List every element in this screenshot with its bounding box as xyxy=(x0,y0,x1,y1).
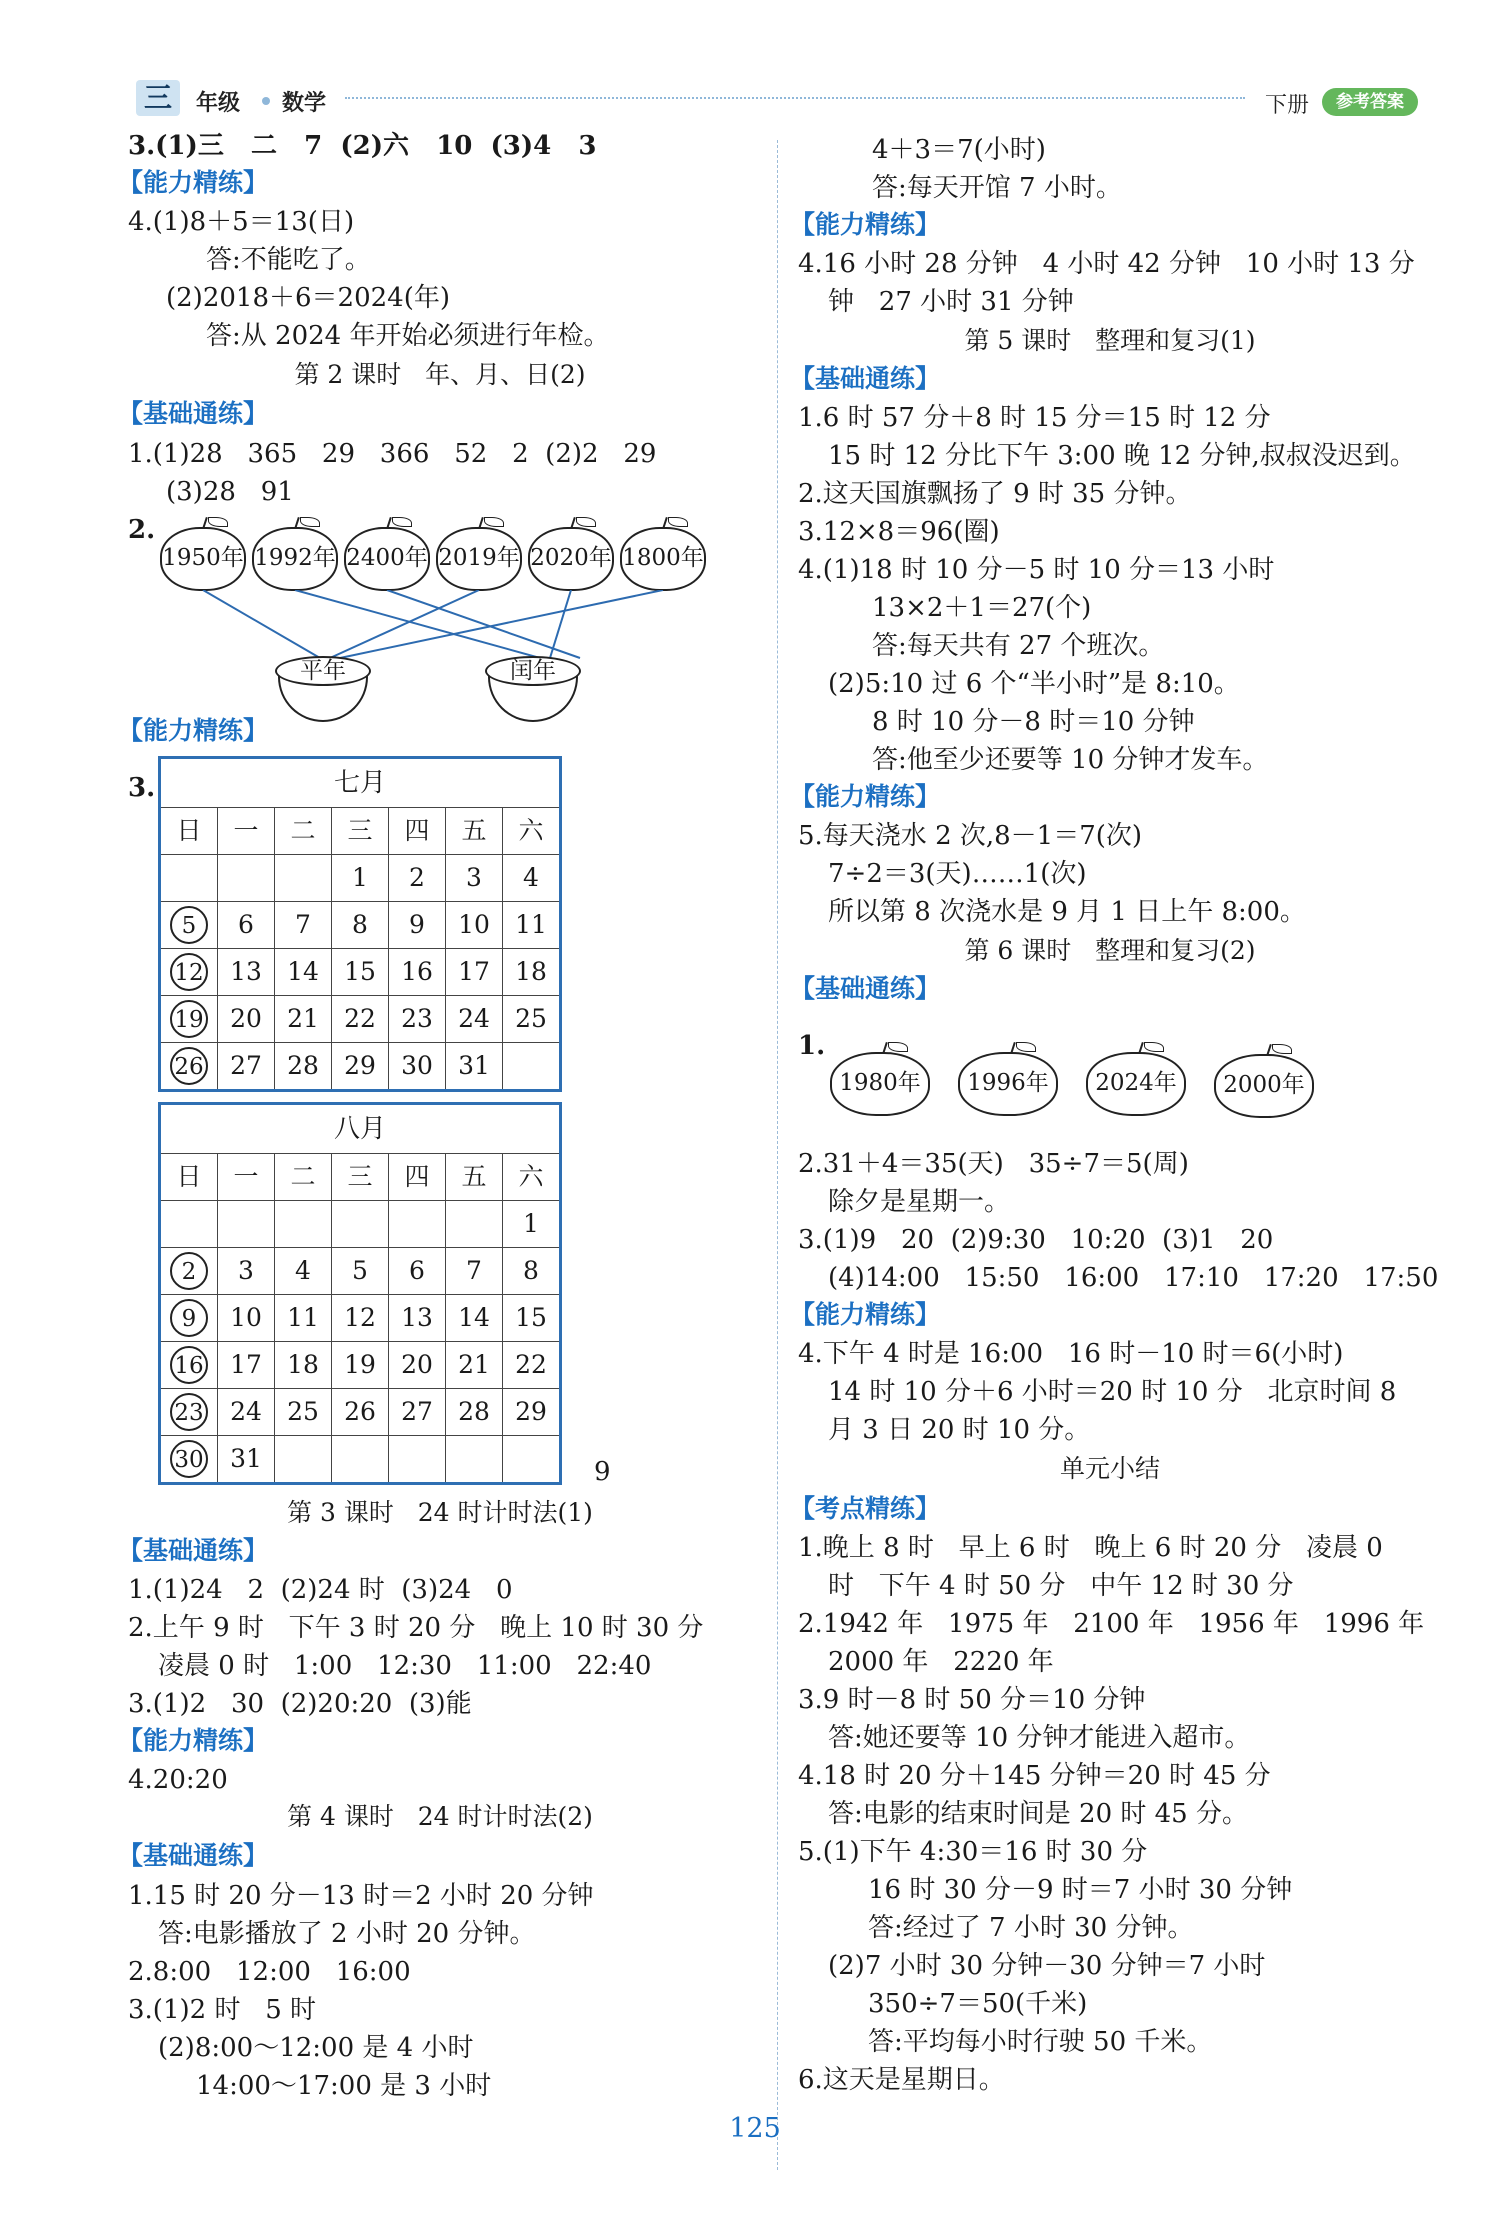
line: 14 时 10 分＋6 小时＝20 时 10 分 北京时间 8 xyxy=(828,1377,1397,1407)
volume-label: 下册 xyxy=(1265,93,1310,118)
weekday-header: 一 xyxy=(218,808,275,855)
day-cell xyxy=(275,855,332,902)
circled-day: 26 xyxy=(170,1047,208,1085)
calendar-title: 七月 xyxy=(160,758,561,808)
line: (3)28 91 xyxy=(166,477,294,507)
weekday-header: 四 xyxy=(389,1154,446,1201)
line: 3.(1)三 二 7 (2)六 10 (3)4 3 xyxy=(128,131,597,161)
day-cell: 15 xyxy=(503,1295,561,1342)
line: 答:平均每小时行驶 50 千米。 xyxy=(868,2027,1213,2057)
apple-leaf xyxy=(484,517,504,527)
day-cell: 1 xyxy=(503,1201,561,1248)
day-cell: 11 xyxy=(503,902,561,949)
day-cell: 18 xyxy=(503,949,561,996)
day-cell xyxy=(446,1436,503,1484)
weekday-header: 四 xyxy=(389,808,446,855)
section-tag: 【考点精练】 xyxy=(790,1494,941,1523)
day-cell: 3 xyxy=(218,1248,275,1295)
day-cell: 14 xyxy=(446,1295,503,1342)
line: 4.(1)18 时 10 分－5 时 10 分＝13 小时 xyxy=(798,555,1275,585)
day-cell: 30 xyxy=(389,1043,446,1091)
line: 1.(1)24 2 (2)24 时 (3)24 0 xyxy=(128,1575,513,1605)
lesson-heading: 第 4 课时 24 时计时法(2) xyxy=(287,1802,593,1831)
day-cell: 14 xyxy=(275,949,332,996)
day-cell: 5 xyxy=(332,1248,389,1295)
year-apple: 2020年 xyxy=(528,527,614,591)
weekday-header: 三 xyxy=(332,1154,389,1201)
section-tag: 【基础通练】 xyxy=(118,1536,269,1565)
line: 答:她还要等 10 分钟才能进入超市。 xyxy=(828,1723,1251,1753)
day-cell xyxy=(503,1436,561,1484)
weekday-header: 六 xyxy=(503,808,561,855)
year-apples xyxy=(160,515,704,595)
bowl-label-common-year: 平年 xyxy=(275,656,371,686)
lesson-heading: 第 3 课时 24 时计时法(1) xyxy=(287,1498,593,1527)
line: 3.(1)9 20 (2)9:30 10:20 (3)1 20 xyxy=(798,1225,1274,1255)
circled-day: 5 xyxy=(170,906,208,944)
calendar-august xyxy=(158,1102,562,1485)
line: 答:电影的结束时间是 20 时 45 分。 xyxy=(828,1799,1248,1829)
grade-number-badge: 三 xyxy=(136,80,180,116)
section-tag: 【基础通练】 xyxy=(118,1841,269,1870)
day-cell xyxy=(160,1043,218,1091)
lesson-heading: 第 2 课时 年、月、日(2) xyxy=(294,360,586,389)
line: (4)14:00 15:50 16:00 17:10 17:20 17:50 xyxy=(828,1263,1439,1293)
day-cell xyxy=(160,1436,218,1484)
bowl-label-leap-year: 闰年 xyxy=(485,656,581,686)
apple-leaf xyxy=(208,517,228,527)
day-cell xyxy=(446,1201,503,1248)
day-cell: 24 xyxy=(218,1389,275,1436)
day-cell: 22 xyxy=(332,996,389,1043)
day-cell: 21 xyxy=(446,1342,503,1389)
line: 2000 年 2220 年 xyxy=(828,1647,1054,1677)
day-cell: 25 xyxy=(275,1389,332,1436)
line: 凌晨 0 时 1:00 12:30 11:00 22:40 xyxy=(158,1651,652,1681)
grade-label: 年级 xyxy=(196,91,241,116)
match-line xyxy=(550,590,571,658)
day-cell: 23 xyxy=(389,996,446,1043)
day-cell: 10 xyxy=(218,1295,275,1342)
circled-day: 9 xyxy=(170,1299,208,1337)
day-cell: 13 xyxy=(218,949,275,996)
year-apple: 2019年 xyxy=(436,527,522,591)
line: 月 3 日 20 时 10 分。 xyxy=(828,1415,1091,1445)
matching-lines xyxy=(160,590,700,660)
line: 答:经过了 7 小时 30 分钟。 xyxy=(868,1913,1194,1943)
day-cell: 6 xyxy=(218,902,275,949)
line: 4.下午 4 时是 16:00 16 时－10 时＝6(小时) xyxy=(798,1339,1344,1369)
line: 1.晚上 8 时 早上 6 时 晚上 6 时 20 分 凌晨 0 xyxy=(798,1533,1383,1563)
day-cell: 27 xyxy=(389,1389,446,1436)
day-cell: 22 xyxy=(503,1342,561,1389)
section-tag: 【能力精练】 xyxy=(790,1300,941,1329)
weekday-header: 二 xyxy=(275,808,332,855)
section-tag: 【基础通练】 xyxy=(790,974,941,1003)
day-cell: 24 xyxy=(446,996,503,1043)
day-cell xyxy=(332,1436,389,1484)
page-number: 125 xyxy=(729,2113,781,2144)
apple-leaf xyxy=(1016,1042,1036,1052)
weekday-header: 日 xyxy=(160,1154,218,1201)
line: 4.(1)8＋5＝13(日) xyxy=(128,207,355,237)
line: 4＋3＝7(小时) xyxy=(872,135,1046,165)
line: 4.18 时 20 分＋145 分钟＝20 时 45 分 xyxy=(798,1761,1271,1791)
weekday-header: 日 xyxy=(160,808,218,855)
day-cell: 3 xyxy=(446,855,503,902)
weekday-header: 五 xyxy=(446,808,503,855)
line: 2.8:00 12:00 16:00 xyxy=(128,1957,411,1987)
calendar-note: 9 xyxy=(594,1457,611,1487)
line: 3.12×8＝96(圈) xyxy=(798,517,1000,547)
line: 8 时 10 分－8 时＝10 分钟 xyxy=(872,707,1195,737)
day-cell: 7 xyxy=(275,902,332,949)
line: (2)7 小时 30 分钟－30 分钟＝7 小时 xyxy=(828,1951,1266,1981)
calendar-july xyxy=(158,756,562,1092)
day-cell: 26 xyxy=(332,1389,389,1436)
line: 1. xyxy=(798,1031,826,1061)
day-cell: 16 xyxy=(389,949,446,996)
apple-leaf xyxy=(576,517,596,527)
line: 答:从 2024 年开始必须进行年检。 xyxy=(206,321,610,351)
header-rule xyxy=(345,97,1245,99)
day-cell xyxy=(275,1436,332,1484)
answer-key-badge: 参考答案 xyxy=(1322,88,1418,116)
apple-leaf xyxy=(300,517,320,527)
day-cell xyxy=(503,1043,561,1091)
weekday-header: 五 xyxy=(446,1154,503,1201)
circled-day: 19 xyxy=(170,1000,208,1038)
circled-day: 23 xyxy=(170,1393,208,1431)
unit-summary-heading: 单元小结 xyxy=(1059,1454,1160,1483)
day-cell xyxy=(160,1389,218,1436)
line: 答:他至少还要等 10 分钟才发车。 xyxy=(872,745,1269,775)
day-cell: 28 xyxy=(446,1389,503,1436)
lesson-heading: 第 6 课时 整理和复习(2) xyxy=(964,936,1256,965)
day-cell xyxy=(332,1201,389,1248)
day-cell: 31 xyxy=(218,1436,275,1484)
line: 6.这天是星期日。 xyxy=(798,2065,1005,2095)
line: 钟 27 小时 31 分钟 xyxy=(828,287,1074,317)
section-tag: 【能力精练】 xyxy=(118,1726,269,1755)
line: (2)2018＋6＝2024(年) xyxy=(166,283,450,313)
weekday-header: 一 xyxy=(218,1154,275,1201)
line: 2.上午 9 时 下午 3 时 20 分 晚上 10 时 30 分 xyxy=(128,1613,704,1643)
day-cell: 19 xyxy=(332,1342,389,1389)
line: 所以第 8 次浇水是 9 月 1 日上午 8:00。 xyxy=(828,897,1306,927)
day-cell: 27 xyxy=(218,1043,275,1091)
day-cell xyxy=(218,1201,275,1248)
match-line xyxy=(203,590,320,658)
line: 1.6 时 57 分＋8 时 15 分＝15 时 12 分 xyxy=(798,403,1271,433)
circled-day: 2 xyxy=(170,1252,208,1290)
day-cell: 31 xyxy=(446,1043,503,1091)
year-apple: 1996年 xyxy=(958,1052,1058,1116)
day-cell: 29 xyxy=(503,1389,561,1436)
column-divider xyxy=(777,140,778,2170)
line: 4.20:20 xyxy=(128,1765,228,1795)
day-cell: 20 xyxy=(218,996,275,1043)
day-cell: 13 xyxy=(389,1295,446,1342)
year-apple: 1950年 xyxy=(160,527,246,591)
line: 3. xyxy=(128,773,156,803)
header-dot xyxy=(262,97,270,105)
line: (2)5:10 过 6 个“半小时”是 8:10。 xyxy=(828,669,1240,699)
day-cell: 1 xyxy=(332,855,389,902)
day-cell: 4 xyxy=(503,855,561,902)
circled-day: 16 xyxy=(170,1346,208,1384)
line: 3.(1)2 时 5 时 xyxy=(128,1995,317,2025)
day-cell: 11 xyxy=(275,1295,332,1342)
section-tag: 【能力精练】 xyxy=(118,716,269,745)
day-cell: 17 xyxy=(218,1342,275,1389)
day-cell: 18 xyxy=(275,1342,332,1389)
apple-leaf xyxy=(1144,1042,1164,1052)
apple-leaf xyxy=(1272,1044,1292,1054)
year-apple: 1800年 xyxy=(620,527,706,591)
year-apples-review xyxy=(830,1040,1430,1120)
day-cell xyxy=(275,1201,332,1248)
day-cell: 4 xyxy=(275,1248,332,1295)
subject-label: 数学 xyxy=(282,91,327,116)
day-cell: 6 xyxy=(389,1248,446,1295)
line: 时 下午 4 时 50 分 中午 12 时 30 分 xyxy=(828,1571,1294,1601)
match-line xyxy=(330,590,479,658)
line: 3.(1)2 30 (2)20:20 (3)能 xyxy=(128,1689,472,1719)
line: 16 时 30 分－9 时＝7 小时 30 分钟 xyxy=(868,1875,1293,1905)
year-apple: 2024年 xyxy=(1086,1052,1186,1116)
circled-day: 12 xyxy=(170,953,208,991)
line: 3.9 时－8 时 50 分＝10 分钟 xyxy=(798,1685,1146,1715)
day-cell: 15 xyxy=(332,949,389,996)
day-cell: 8 xyxy=(332,902,389,949)
line: 13×2＋1＝27(个) xyxy=(872,593,1092,623)
apple-leaf xyxy=(668,517,688,527)
line: 5.(1)下午 4:30＝16 时 30 分 xyxy=(798,1837,1148,1867)
day-cell: 8 xyxy=(503,1248,561,1295)
line: 2.1942 年 1975 年 2100 年 1956 年 1996 年 xyxy=(798,1609,1425,1639)
day-cell xyxy=(160,1248,218,1295)
line: 2.这天国旗飘扬了 9 时 35 分钟。 xyxy=(798,479,1192,509)
day-cell: 25 xyxy=(503,996,561,1043)
section-tag: 【能力精练】 xyxy=(790,782,941,811)
section-tag: 【基础通练】 xyxy=(790,364,941,393)
line: (2)8:00～12:00 是 4 小时 xyxy=(158,2033,474,2063)
day-cell: 9 xyxy=(389,902,446,949)
apple-leaf xyxy=(888,1042,908,1052)
section-tag: 【能力精练】 xyxy=(118,168,269,197)
day-cell xyxy=(160,1342,218,1389)
line: 2.31＋4＝35(天) 35÷7＝5(周) xyxy=(798,1149,1189,1179)
day-cell xyxy=(160,996,218,1043)
day-cell: 17 xyxy=(446,949,503,996)
line: 5.每天浇水 2 次,8－1＝7(次) xyxy=(798,821,1143,851)
year-apple: 2000年 xyxy=(1214,1054,1314,1118)
line: 2. xyxy=(128,515,156,545)
lesson-heading: 第 5 课时 整理和复习(1) xyxy=(964,326,1256,355)
line: 除夕是星期一。 xyxy=(828,1187,1011,1217)
day-cell xyxy=(160,949,218,996)
day-cell xyxy=(389,1201,446,1248)
section-tag: 【能力精练】 xyxy=(790,210,941,239)
day-cell xyxy=(160,1295,218,1342)
section-tag: 【基础通练】 xyxy=(118,399,269,428)
weekday-header: 六 xyxy=(503,1154,561,1201)
day-cell xyxy=(160,902,218,949)
day-cell xyxy=(160,855,218,902)
calendar-title: 八月 xyxy=(160,1104,561,1154)
day-cell: 20 xyxy=(389,1342,446,1389)
line: 350÷7＝50(千米) xyxy=(868,1989,1088,2019)
day-cell xyxy=(218,855,275,902)
day-cell xyxy=(160,1201,218,1248)
line: 15 时 12 分比下午 3:00 晚 12 分钟,叔叔没迟到。 xyxy=(828,441,1416,471)
day-cell: 28 xyxy=(275,1043,332,1091)
line: 答:电影播放了 2 小时 20 分钟。 xyxy=(158,1919,536,1949)
year-apple: 2400年 xyxy=(344,527,430,591)
line: 1.15 时 20 分－13 时＝2 小时 20 分钟 xyxy=(128,1881,594,1911)
line: 答:每天开馆 7 小时。 xyxy=(872,173,1122,203)
line: 1.(1)28 365 29 366 52 2 (2)2 29 xyxy=(128,439,657,469)
day-cell: 12 xyxy=(332,1295,389,1342)
line: 答:不能吃了。 xyxy=(206,245,371,275)
day-cell: 29 xyxy=(332,1043,389,1091)
weekday-header: 二 xyxy=(275,1154,332,1201)
apple-leaf xyxy=(392,517,412,527)
year-apple: 1992年 xyxy=(252,527,338,591)
circled-day: 30 xyxy=(170,1440,208,1478)
line: 7÷2＝3(天)……1(次) xyxy=(828,859,1087,889)
year-apple: 1980年 xyxy=(830,1052,930,1116)
day-cell: 10 xyxy=(446,902,503,949)
day-cell: 21 xyxy=(275,996,332,1043)
day-cell: 7 xyxy=(446,1248,503,1295)
day-cell xyxy=(389,1436,446,1484)
line: 答:每天共有 27 个班次。 xyxy=(872,631,1165,661)
day-cell: 2 xyxy=(389,855,446,902)
line: 4.16 小时 28 分钟 4 小时 42 分钟 10 小时 13 分 xyxy=(798,249,1415,279)
line: 14:00～17:00 是 3 小时 xyxy=(196,2071,492,2101)
weekday-header: 三 xyxy=(332,808,389,855)
